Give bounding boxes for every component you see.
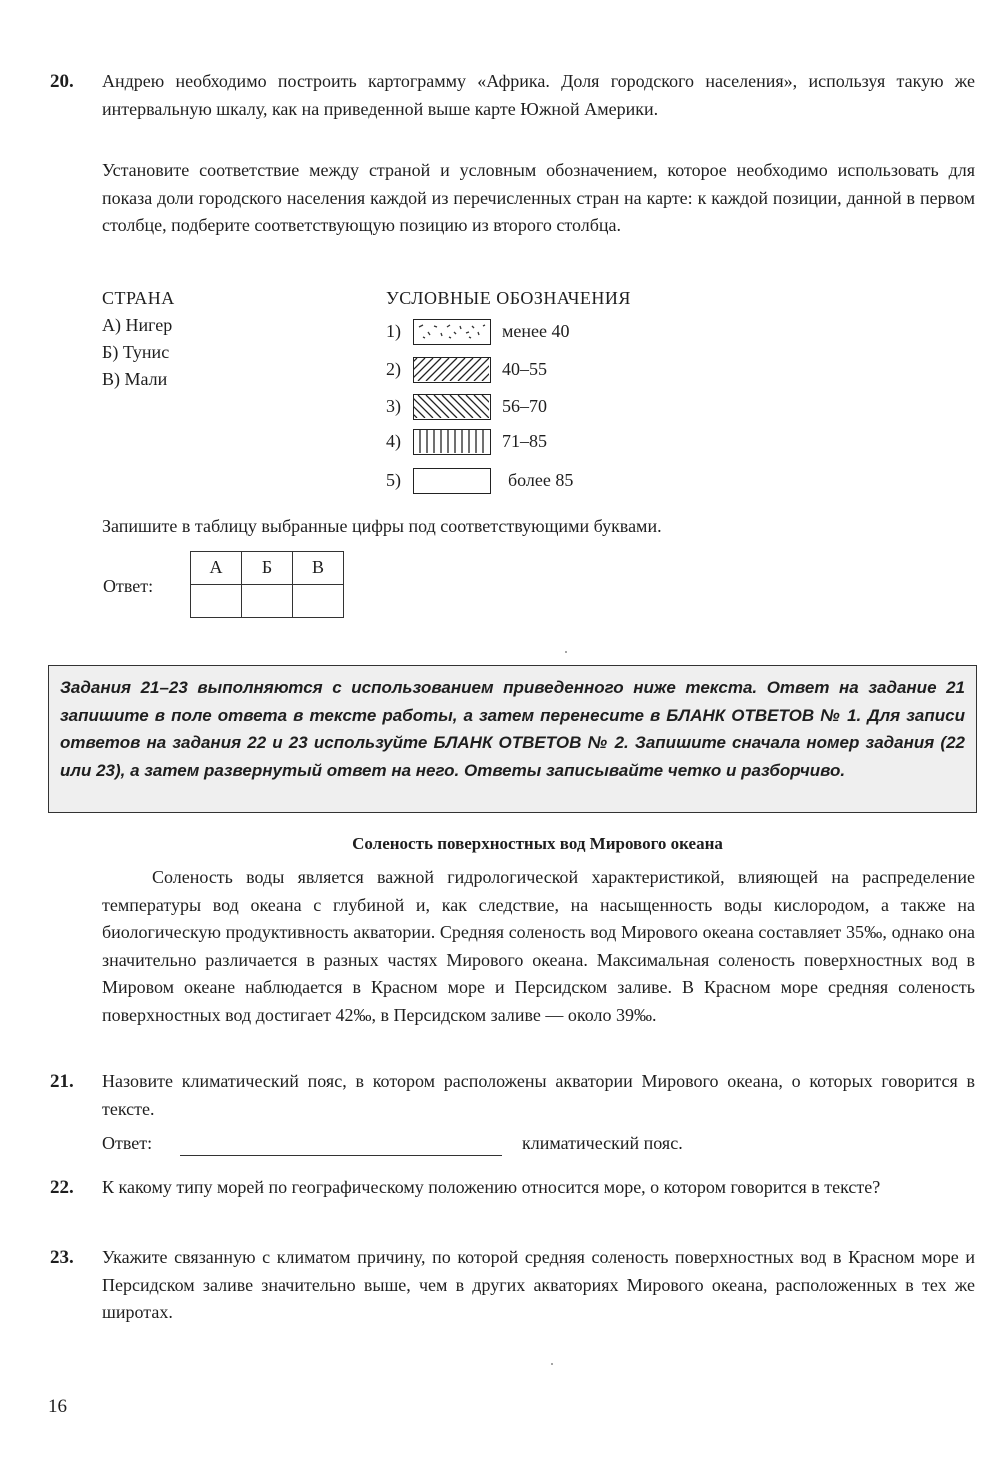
question-23-number: 23. (50, 1247, 74, 1268)
country-item: Б) Тунис (102, 342, 170, 362)
scan-speck (565, 651, 567, 653)
question-20-instruction: Установите соответствие между страной и условным обозначением, которое необходимо использовать для показа доли городского населения каждой из перечисленных стран на карте: к каждой позиции, данной в первом столбце, подберите соответствующую позицию из второго столбца. (102, 160, 975, 235)
question-23-text: Укажите связанную с климатом причину, по которой средняя соленость поверхностных вод в Красном море и Персидском заливе значительно выше, чем в других акваториях Мирового океана, расположенных в тех же широтах. (102, 1247, 975, 1322)
answer-label: Ответ: (103, 576, 154, 596)
question-22-number: 22. (50, 1177, 74, 1198)
countries-header: СТРАНА (102, 288, 175, 308)
country-item: В) Мали (102, 369, 168, 389)
answer-table-header: А (191, 552, 242, 585)
legend-label: 71–85 (502, 431, 547, 451)
answer-21-suffix: климатический пояс. (522, 1133, 683, 1153)
instructions-notice: Задания 21–23 выполняются с использованием приведенного ниже текста. Ответ на задание 21 запишите в поле ответа в тексте работы, а затем перенесите в БЛАНК ОТВЕТОВ № 1. Для записи ответов на задания 22 и 23 используйте БЛАНК ОТВЕТОВ № 2. Запишите сначала номер задания (22 или 23), а затем развернутый ответ на него. Ответы записывайте четко и разборчиво. (48, 665, 977, 813)
legend-header: УСЛОВНЫЕ ОБОЗНАЧЕНИЯ (386, 288, 631, 308)
legend-number: 4) (386, 431, 401, 451)
legend-swatch-empty (413, 468, 491, 494)
legend-swatch-diagonal-right (413, 357, 491, 383)
article-title: Соленость поверхностных вод Мирового океана (352, 834, 723, 853)
table-instruction: Запишите в таблицу выбранные цифры под соответствующими буквами. (102, 516, 662, 536)
legend-swatch-diagonal-left (413, 394, 491, 420)
legend-label: менее 40 (502, 321, 570, 341)
answer-cell-a[interactable] (191, 585, 242, 618)
country-item: А) Нигер (102, 315, 173, 335)
legend-label: более 85 (508, 470, 574, 490)
page-number: 16 (48, 1396, 67, 1417)
answer-21-label: Ответ: (102, 1133, 153, 1153)
scan-speck (551, 1363, 553, 1365)
question-20-text: Андрею необходимо построить картограмму «Африка. Доля городского населения», используя такую же интервальную шкалу, как на приведенной выше карте Южной Америки. (102, 71, 975, 119)
article-text: Соленость воды является важной гидрологической характеристикой, влияющей на распределение температуры вод океана с глубиной и, как следствие, на насыщенность воды кислородом, а также на биологическую продуктивность акватории. Средняя соленость вод Мирового океана составляет 35‰, однако она значительно различается в разных частях Мирового океана. Максимальная соленость поверхностных вод в Мировом океане наблюдается в Красном море и Персидском заливе. В Красном море средняя соленость поверхностных вод достигает 42‰, в Персидском заливе — около 39‰. (102, 867, 975, 1025)
answer-21-field[interactable] (180, 1155, 502, 1156)
answer-table-header: В (293, 552, 344, 585)
question-20-number: 20. (50, 71, 74, 92)
answer-table (190, 551, 344, 618)
legend-number: 1) (386, 321, 401, 341)
legend-swatch-vertical (413, 429, 491, 455)
legend-swatch-dots (413, 319, 491, 345)
answer-table-header: Б (242, 552, 293, 585)
question-21-number: 21. (50, 1071, 74, 1092)
answer-cell-b[interactable] (242, 585, 293, 618)
legend-number: 3) (386, 396, 401, 416)
question-22-text: К какому типу морей по географическому положению относится море, о котором говорится в тексте? (102, 1177, 881, 1197)
question-21-text: Назовите климатический пояс, в котором расположены акватории Мирового океана, о которых говорится в тексте. (102, 1071, 975, 1119)
legend-label: 40–55 (502, 359, 547, 379)
legend-number: 5) (386, 470, 401, 490)
legend-number: 2) (386, 359, 401, 379)
answer-cell-c[interactable] (293, 585, 344, 618)
legend-label: 56–70 (502, 396, 547, 416)
